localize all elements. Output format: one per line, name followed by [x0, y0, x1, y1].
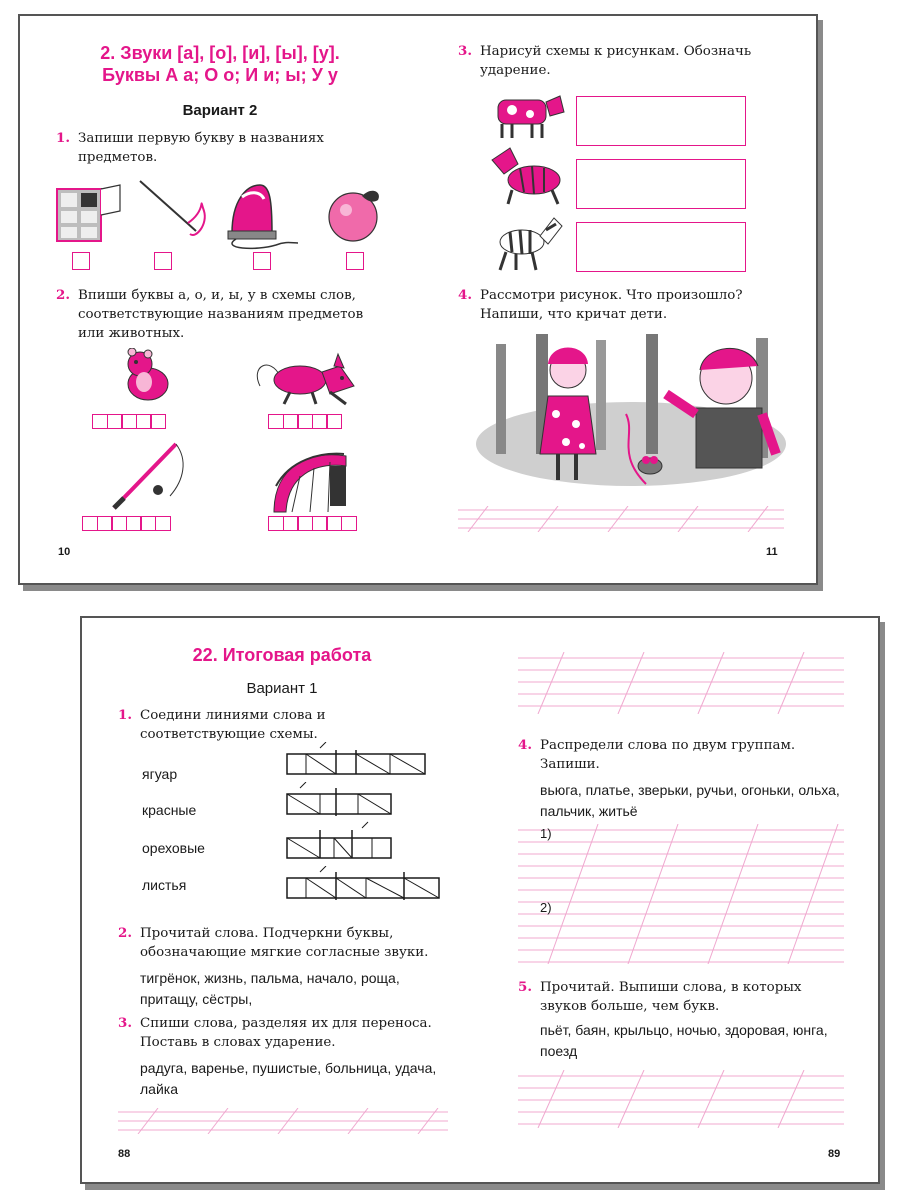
- lesson-title: 22. Итоговая работа: [192, 645, 372, 665]
- writing-lines[interactable]: [518, 1070, 844, 1128]
- match-word: ореховые: [142, 840, 205, 856]
- orange-icon: [326, 186, 386, 249]
- task-3: 3. Нарисуй схемы к рисункам. Обозначь ударение.: [458, 43, 752, 78]
- page-number: 11: [766, 546, 778, 558]
- match-word: красные: [142, 802, 197, 818]
- answer-square-3[interactable]: [253, 252, 271, 270]
- hamster-icon: [118, 348, 176, 409]
- task-3: 3. Спиши слова, разделяя их для переноса. Поставь в словах ударение.: [118, 1015, 432, 1050]
- scheme-box-zebra[interactable]: [576, 222, 746, 272]
- page-number: 88: [118, 1148, 131, 1160]
- answer-square-4[interactable]: [346, 252, 364, 270]
- task-5-words: пьёт, баян, крыльцо, ночью, здоровая, юнга, поезд: [540, 1022, 828, 1059]
- task-4-words: вьюга, платье, зверьки, ручьи, огоньки, ольха, пальчик, житьё: [540, 782, 840, 819]
- iron-icon: [216, 181, 302, 256]
- page-11: [420, 16, 820, 583]
- tiger-icon: [488, 140, 568, 211]
- bridge-icon: [270, 446, 350, 519]
- writing-lines[interactable]: [458, 506, 784, 532]
- task-3-words: радуга, варенье, пушистые, больница, удача, лайка: [140, 1060, 437, 1097]
- forest-children-illustration: [476, 334, 786, 491]
- variant-heading: Вариант 1: [246, 680, 318, 697]
- writing-lines[interactable]: [518, 652, 844, 714]
- word-scheme-2[interactable]: [286, 782, 396, 821]
- page-number: 10: [58, 546, 71, 558]
- answer-square-2[interactable]: [154, 252, 172, 270]
- word-scheme-1[interactable]: [286, 742, 428, 781]
- task-1: 1. Соедини линиями слова и соответствующие схемы.: [118, 707, 326, 742]
- variant-heading: Вариант 2: [182, 102, 258, 119]
- window-icon: [56, 181, 122, 248]
- bottom-spread: [80, 616, 880, 1184]
- task-4: 4. Рассмотри рисунок. Что произошло? Напиши, что кричат дети.: [458, 287, 743, 322]
- word-scheme-3[interactable]: [286, 820, 396, 865]
- page-89: [482, 618, 882, 1182]
- group-2-label: 2): [540, 900, 552, 915]
- top-spread: [18, 14, 818, 585]
- task-2: 2. Прочитай слова. Подчеркни буквы, обозначающие мягкие согласные звуки.: [118, 925, 429, 960]
- fishing-rod-icon: [110, 440, 190, 517]
- word-scheme-4[interactable]: [286, 866, 446, 905]
- scheme-box-tiger[interactable]: [576, 159, 746, 209]
- word-scheme-bridge[interactable]: [268, 516, 357, 531]
- task-2: 2. Впиши буквы а, о, и, ы, у в схемы слов, соответствующие названиям предметов или животных.: [56, 287, 364, 341]
- answer-square-1[interactable]: [72, 252, 90, 270]
- cow-icon: [488, 90, 568, 145]
- task-5: 5. Прочитай. Выпиши слова, в которых звуков больше, чем букв.: [518, 979, 802, 1014]
- word-scheme-rod[interactable]: [82, 516, 171, 531]
- task-1: 1. Запиши первую букву в названиях предметов.: [56, 130, 324, 165]
- page-number: 89: [828, 1148, 841, 1160]
- page-88: [82, 618, 482, 1182]
- scheme-box-cow[interactable]: [576, 96, 746, 146]
- match-word: листья: [142, 877, 187, 893]
- writing-lines[interactable]: [118, 1108, 448, 1134]
- zebra-icon: [492, 212, 564, 277]
- group-1-label: 1): [540, 826, 552, 841]
- word-scheme-fox[interactable]: [268, 414, 342, 429]
- lesson-title: 2. Звуки [а], [о], [и], [ы], [у]. Буквы А а; О о; И и; ы; У у: [100, 43, 340, 85]
- task-4: 4. Распредели слова по двум группам. Запиши.: [518, 737, 796, 772]
- needle-icon: [138, 179, 208, 246]
- task-2-words: тигрёнок, жизнь, пальма, начало, роща, притащу, сёстры,: [140, 970, 400, 1007]
- writing-lines-group[interactable]: [518, 824, 844, 964]
- word-scheme-hamster[interactable]: [92, 414, 166, 429]
- match-word: ягуар: [142, 766, 178, 782]
- fox-icon: [250, 346, 360, 411]
- page-10: [20, 16, 420, 583]
